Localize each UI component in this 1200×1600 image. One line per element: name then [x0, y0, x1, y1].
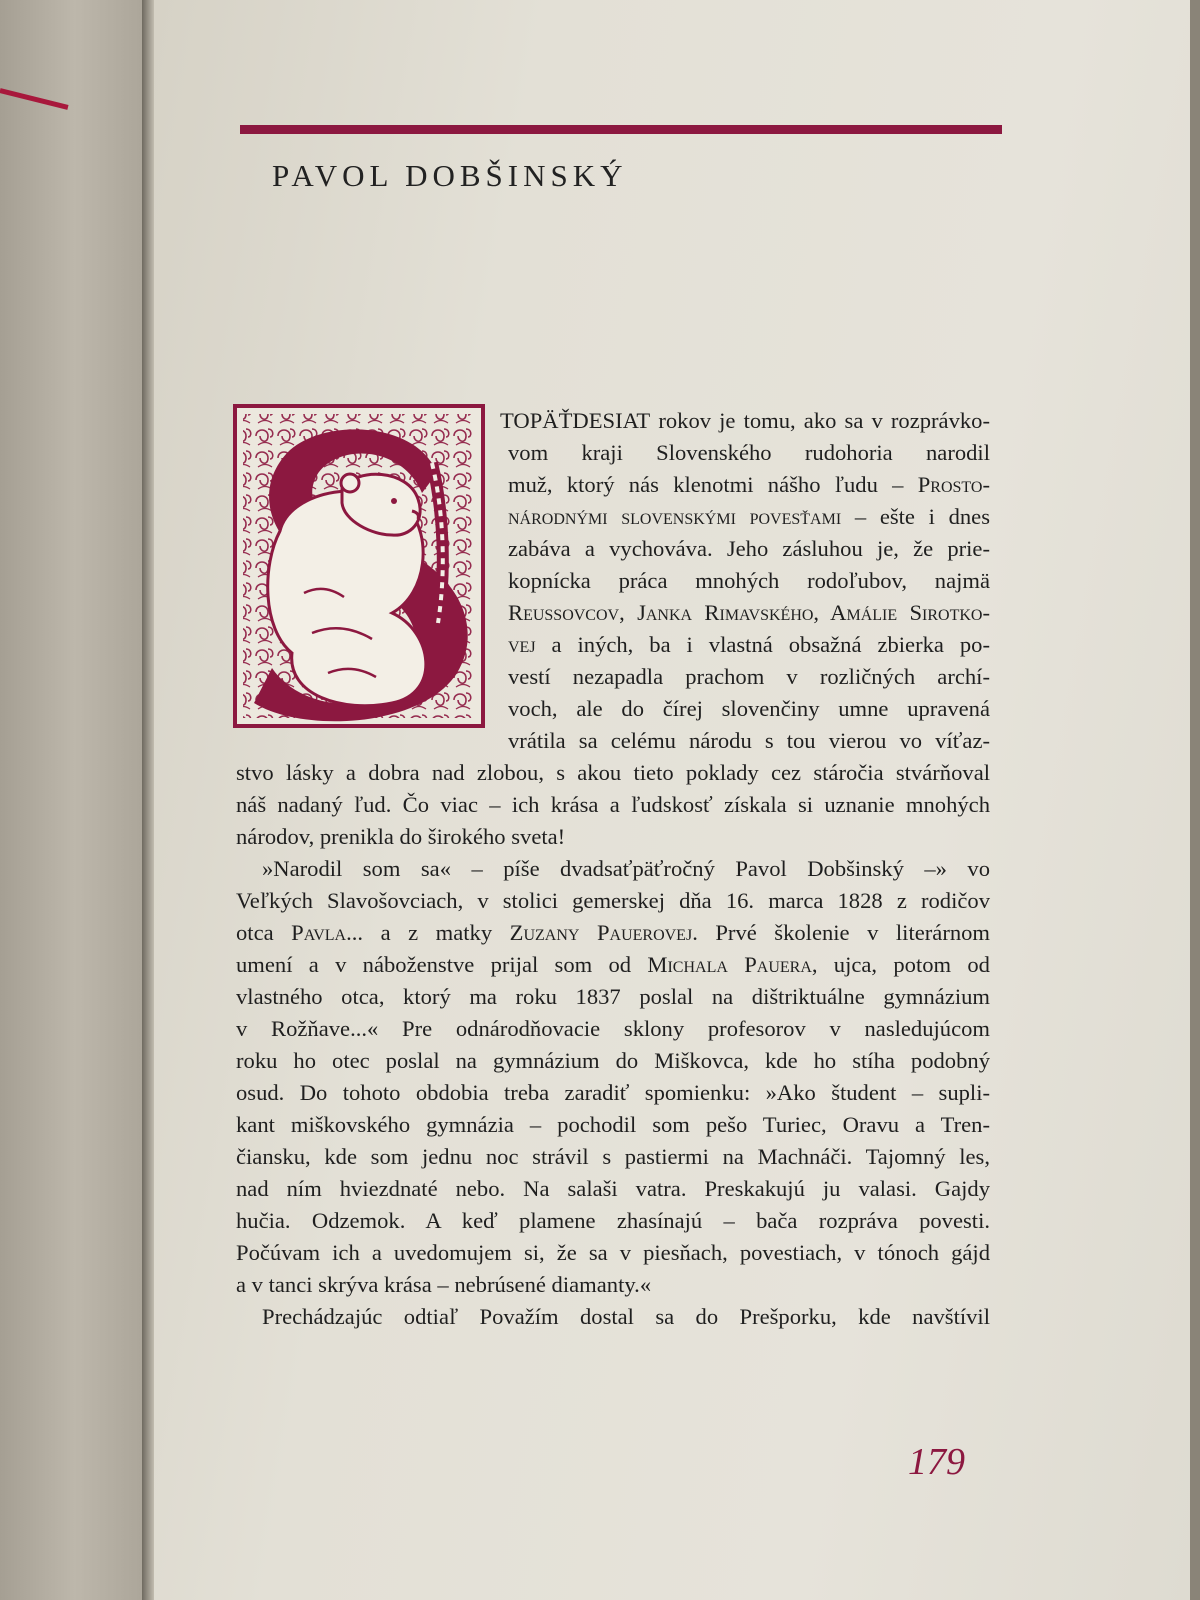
initial-continuation: TOPÄŤDESIAT — [500, 408, 651, 433]
text-line: a v tanci skrýva krása – nebrúsené diamanty.« — [236, 1272, 652, 1297]
text-line: vlastného otca, ktorý ma roku 1837 poslal na dištriktuálne gymnázium — [236, 984, 990, 1009]
text-line: čiansku, kde som jednu noc strávil s pastiermi na Machnáči. Tajomný les, — [236, 1144, 990, 1169]
page-number: 179 — [908, 1441, 965, 1483]
text-line: umení a v náboženstve prijal som od Michala Pauera, ujca, potom od — [236, 952, 990, 977]
text-line: osud. Do tohoto obdobia treba zaradiť spomienku: »Ako študent – supli- — [236, 1080, 990, 1105]
text-line: nad ním hviezdnaté nebo. Na salaši vatra. Preskakujú ju valasi. Gajdy — [236, 1176, 990, 1201]
text-line: zabáva a vychováva. Jeho zásluhou je, že prie- — [508, 536, 990, 561]
text-line: kopnícka práca mnohých rodoľubov, najmä — [508, 568, 990, 593]
text-line: voch, ale do čírej slovenčiny umne upravená — [508, 696, 990, 721]
text-line: Počúvam ich a uvedomujem si, že sa v piesňach, povestiach, v tónoch gájd — [236, 1240, 990, 1265]
text-line: v Rožňave...« Pre odnárodňovacie sklony profesorov v nasledujúcom — [236, 1016, 990, 1041]
text-line: Veľkých Slavošovciach, v stolici gemerskej dňa 16. marca 1828 z rodičov — [236, 888, 990, 913]
text-line: národnými slovenskými povesťami – ešte i dnes — [508, 504, 990, 529]
text-line: národov, prenikla do širokého sveta! — [236, 824, 566, 849]
text-line: TOPÄŤDESIAT rokov je tomu, ako sa v rozprávko- — [500, 408, 990, 433]
text-line: vom kraji Slovenského rudohoria narodil — [508, 440, 990, 465]
text-line: vrátila sa celému národu s tou vierou vo víťaz- — [508, 728, 990, 753]
chapter-title: PAVOL DOBŠINSKÝ — [272, 158, 628, 193]
text-line: otca Pavla... a z matky Zuzany Pauerovej. Prvé školenie v literárnom — [236, 920, 991, 945]
text-line: Prechádzajúc odtiaľ Považím dostal sa do Prešporku, kde navštívil — [262, 1304, 990, 1329]
text-line: vej a iných, ba i vlastná obsažná zbierka po- — [508, 632, 990, 657]
text-line: Reussovcov, Janka Rimavského, Amálie Sirotko- — [508, 600, 990, 625]
text-line: hučia. Odzemok. A keď plamene zhasínajú – bača rozpráva povesti. — [236, 1208, 990, 1233]
text-line: roku ho otec poslal na gymnázium do Miškovca, kde ho stíha podobný — [236, 1048, 990, 1073]
text-line: kant miškovského gymnázia – pochodil som pešo Turiec, Oravu a Tren- — [236, 1112, 990, 1137]
text-line: »Narodil som sa« – píše dvadsaťpäťročný Pavol Dobšinský –» vo — [262, 856, 990, 881]
text-line: vestí nezapadla prachom v rozličných archí- — [508, 664, 990, 689]
text-line: muž, ktorý nás klenotmi nášho ľudu – Prosto- — [508, 472, 990, 497]
text-line: stvo lásky a dobra nad zlobou, s akou tieto poklady cez stáročia stvárňoval — [236, 760, 990, 785]
text-line: náš nadaný ľud. Čo viac – ich krása a ľudskosť získala si uznanie mnohých — [236, 792, 990, 817]
